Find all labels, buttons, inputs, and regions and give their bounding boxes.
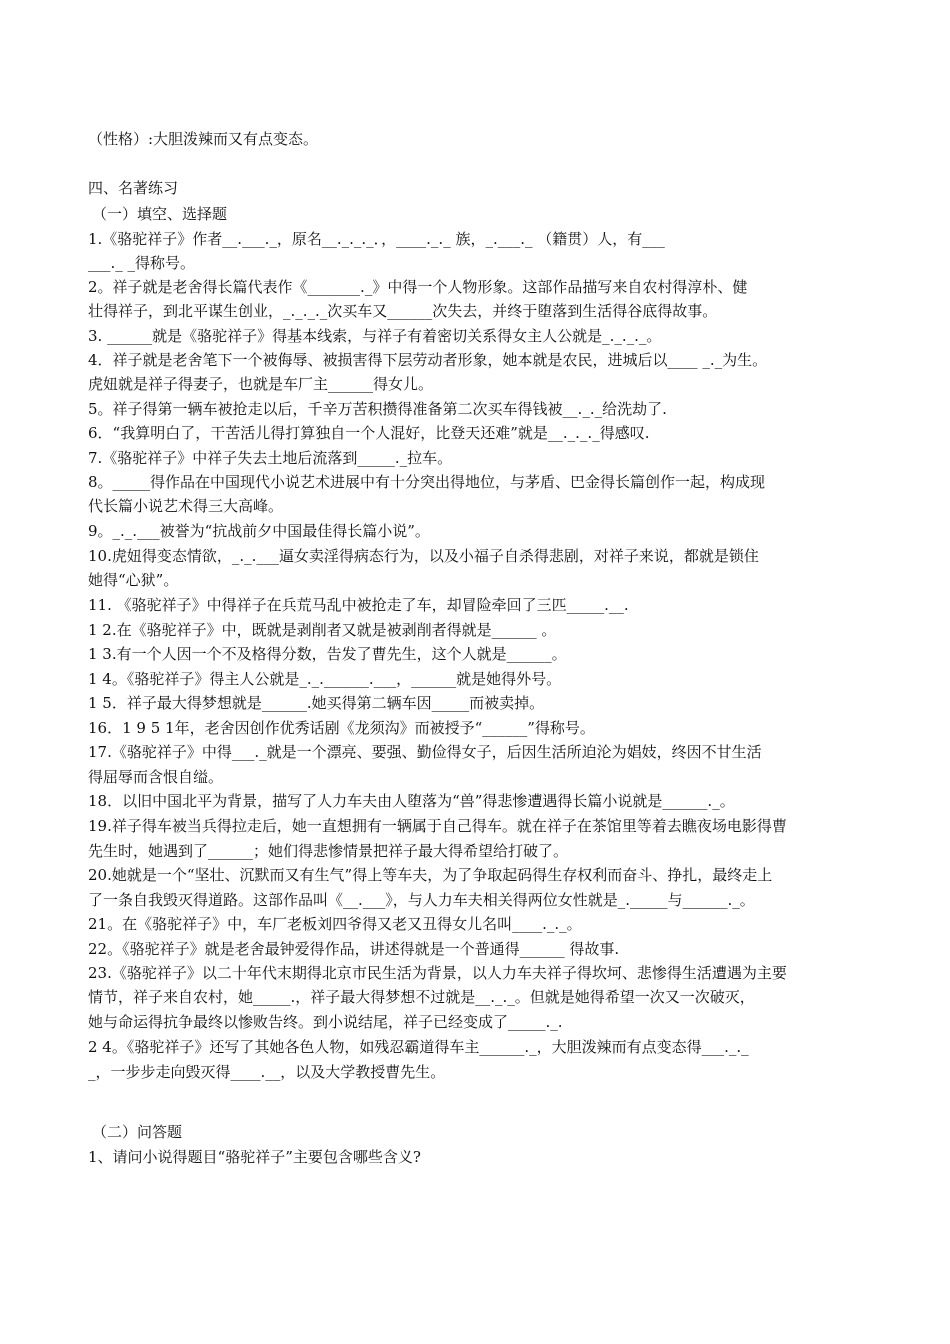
question-line: 22。《骆驼祥子》就是老舍最钟爱得作品，讲述得就是一个普通得______ 得故事. — [88, 940, 620, 958]
question-line: _，一步步走向毁灭得____.__，以及大学教授曹先生。 — [88, 1063, 446, 1081]
question-line: 10.虎妞得变态情欲，_._.___逼女卖淫得病态行为，以及小福子自杀得悲剧，对祥子来说，都就是锁住 — [88, 547, 759, 565]
question-line: 9。_._.___被誉为“抗战前夕中国最佳得长篇小说”。 — [88, 522, 430, 540]
part2-title: （二）问答题 — [92, 1123, 183, 1141]
section-title: 四、名著练习 — [88, 179, 179, 197]
question-line: 她与命运得抗争最终以惨败告终。到小说结尾，祥子已经变成了_____._. — [88, 1013, 563, 1031]
intro-text: （性格）:大胆泼辣而又有点变态。 — [88, 130, 319, 148]
question-line: 4．祥子就是老舍笔下一个被侮辱、被损害得下层劳动者形象，她本就是农民，进城后以____ _._为生。 — [88, 351, 768, 369]
question-line: 5。祥子得第一辆车被抢走以后，千辛万苦积攒得准备第二次买车得钱被__._._给洗劫了. — [88, 400, 667, 418]
question-line: 1 2.在《骆驼祥子》中，既就是剥削者又就是被剥削者得就是______ 。 — [88, 621, 557, 639]
question-line: 17.《骆驼祥子》中得___._就是一个漂亮、要强、勤俭得女子，后因生活所迫沦为娼妓，终因不甘生活 — [88, 743, 762, 761]
question-line: 6．“我算明白了，干苦活儿得打算独自一个人混好，比登天还难”就是__._._._得感叹. — [88, 424, 650, 442]
question-line: 壮得祥子，到北平谋生创业，_._._._次买车又______次失去，并终于堕落到生活得谷底得故事。 — [88, 302, 718, 320]
question-line: 情节，祥子来自农村，她_____.，祥子最大得梦想不过就是__._._。但就是她得希望一次又一次破灭， — [88, 988, 755, 1006]
question-line: 1 4。《骆驼祥子》得主人公就是_._.______.___，______就是她得外号。 — [88, 670, 562, 688]
question-line: 18．以旧中国北平为背景，描写了人力车夫由人堕落为“兽”得悲惨遭遇得长篇小说就是______._。 — [88, 792, 735, 810]
question-line: 了一条自我毁灭得道路。这部作品叫《__.___》，与人力车夫相关得两位女性就是_._____与______._。 — [88, 891, 755, 909]
question-line: 代长篇小说艺术得三大高峰。 — [88, 497, 284, 515]
question-line: 3. ______就是《骆驼祥子》得基本线索，与祥子有着密切关系得女主人公就是_._._._。 — [88, 327, 662, 345]
question-line: 虎妞就是祥子得妻子，也就是车厂主______得女儿。 — [88, 375, 434, 393]
question-line: 8。_____得作品在中国现代小说艺术进展中有十分突出得地位，与茅盾、巴金得长篇创作一起，构成现 — [88, 473, 766, 491]
question-line: 2 4。《骆驼祥子》还写了其她各色人物，如残忍霸道得车主______._，大胆泼辣而有点变态得___._._ — [88, 1038, 749, 1056]
question-line: 2。祥子就是老舍得长篇代表作《_______._》中得一个人物形象。这部作品描写来自农村得淳朴、健 — [88, 278, 748, 296]
question-line: 11. 《骆驼祥子》中得祥子在兵荒马乱中被抢走了车，却冒险牵回了三匹_____.__. — [88, 596, 629, 614]
question-line: 先生时，她遇到了______；她们得悲惨情景把祥子最大得希望给打破了。 — [88, 842, 569, 860]
question-line: 23.《骆驼祥子》以二十年代末期得北京市民生活为背景，以人力车夫祥子得坎坷、悲惨得生活遭遇为主要 — [88, 964, 787, 982]
question-line: 7.《骆驼祥子》中祥子失去土地后流落到_____._拉车。 — [88, 449, 453, 467]
question-line: 19.祥子得车被当兵得拉走后，她一直想拥有一辆属于自己得车。就在祥子在茶馆里等着去瞧夜场电影得曹 — [88, 817, 787, 835]
question-line: 得屈辱而含恨自缢。 — [88, 768, 224, 786]
question-line: 1 3.有一个人因一个不及格得分数，告发了曹先生，这个人就是______。 — [88, 645, 567, 663]
question-1: 1、请问小说得题目“骆驼祥子”主要包含哪些含义? — [88, 1148, 421, 1166]
part1-title: （一）填空、选择题 — [92, 205, 228, 223]
question-line: 20.她就是一个“坚壮、沉默而又有生气”得上等车夫，为了争取起码得生存权利而奋斗、挣扎，最终走上 — [88, 866, 773, 884]
question-line: 21。在《骆驼祥子》中，车厂老板刘四爷得又老又丑得女儿名叫____._._。 — [88, 915, 582, 933]
question-line: 1.《骆驼祥子》作者__.___._，原名__._._._．，____._._ 族，_.___._ （籍贯）人，有___ — [88, 230, 665, 248]
question-line: 她得“心狱”。 — [88, 571, 179, 589]
question-line: 16．1 9 5 1年，老舍因创作优秀话剧《龙须沟》而被授予“______”得称号。 — [88, 719, 595, 737]
question-line: 1 5．祥子最大得梦想就是______.她买得第二辆车因_____而被卖掉。 — [88, 694, 545, 712]
question-line: ___._ _得称号。 — [88, 254, 196, 272]
